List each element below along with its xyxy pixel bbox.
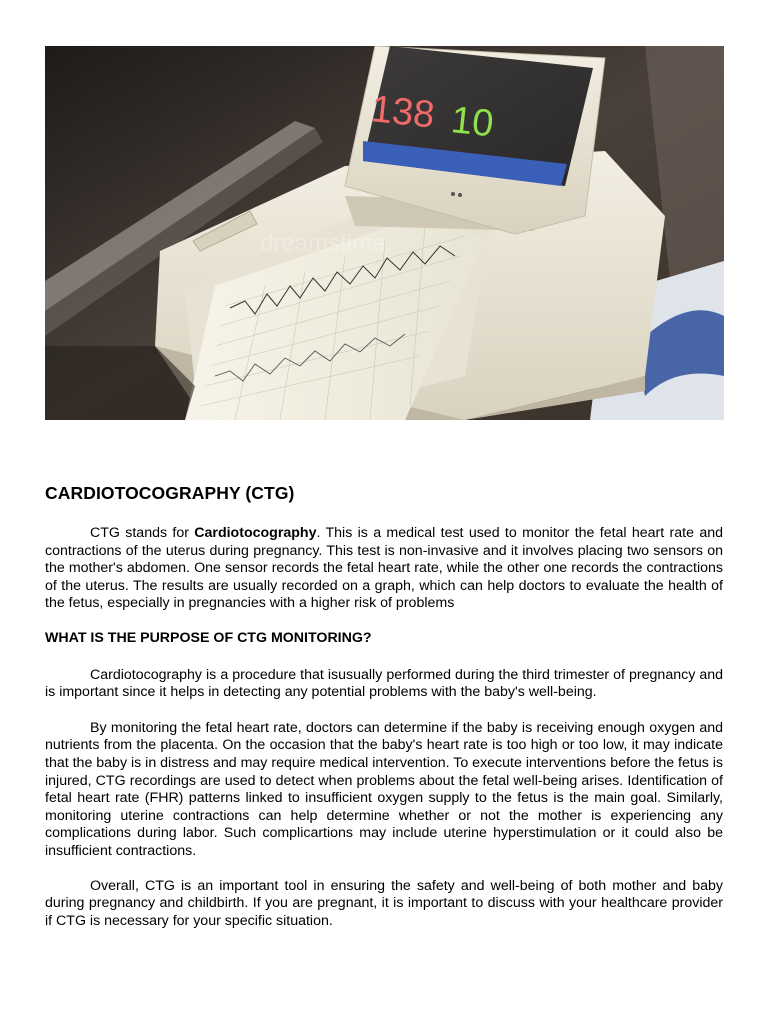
screen-fhr-value: 138 bbox=[369, 88, 437, 137]
body-paragraph: Cardiotocography is a procedure that isusually performed during the third trimester of pregnancy and is important since it helps in detecting any potential problems with the baby's well-being. bbox=[45, 666, 723, 701]
ctg-machine-illustration bbox=[45, 46, 724, 420]
screen-toco-value: 10 bbox=[449, 99, 496, 146]
intro-paragraph bbox=[45, 525, 723, 613]
photo-watermark: dreamstime bbox=[260, 230, 386, 257]
body-paragraph: Overall, CTG is an important tool in ensuring the safety and well-being of both mother and baby during pregnancy and childbirth. If you are pregnant, it is important to discuss with your healthcare provider if CTG is necessary for your specific situation. bbox=[45, 877, 723, 929]
article bbox=[45, 483, 723, 930]
intro-term: Cardiotocography bbox=[194, 525, 317, 541]
section-heading: WHAT IS THE PURPOSE OF CTG MONITORING? bbox=[45, 629, 372, 646]
body-paragraph: By monitoring the fetal heart rate, doctors can determine if the baby is receiving enough oxygen and nutrients from the placenta. On the occasion that the baby's heart rate is too high or too low, it may indicate that the baby is in distress and may require medical intervention. To execute interventions before the fetus is injured, CTG recordings are used to detect when problems about the fetal well-being arises. Identification of fetal heart rate (FHR) patterns linked to insufficient oxygen supply to the fetus is the main goal. Similarly, monitoring uterine contractions can help determine whether or not the mother is experiencing any complications during labor. Such complicartions may include uterine hyperstimulation or it could also be insufficient contractions. bbox=[45, 719, 723, 859]
page-title: CARDIOTOCOGRAPHY (CTG) bbox=[45, 483, 295, 503]
intro-rest: . This is a medical test used to monitor the fetal heart rate and contractions of the uterus during pregnancy. This test is non-invasive and it involves placing two sensors on the mother's abdomen. One sensor records the fetal heart rate, while the other one records the contractions of the uterus. The results are usually recorded on a graph, which can help doctors to evaluate the health of the fetus, especially in pregnancies with a higher risk of problems bbox=[45, 525, 723, 612]
intro-prefix: CTG stands for bbox=[90, 525, 195, 541]
ctg-machine-photo bbox=[45, 46, 724, 420]
